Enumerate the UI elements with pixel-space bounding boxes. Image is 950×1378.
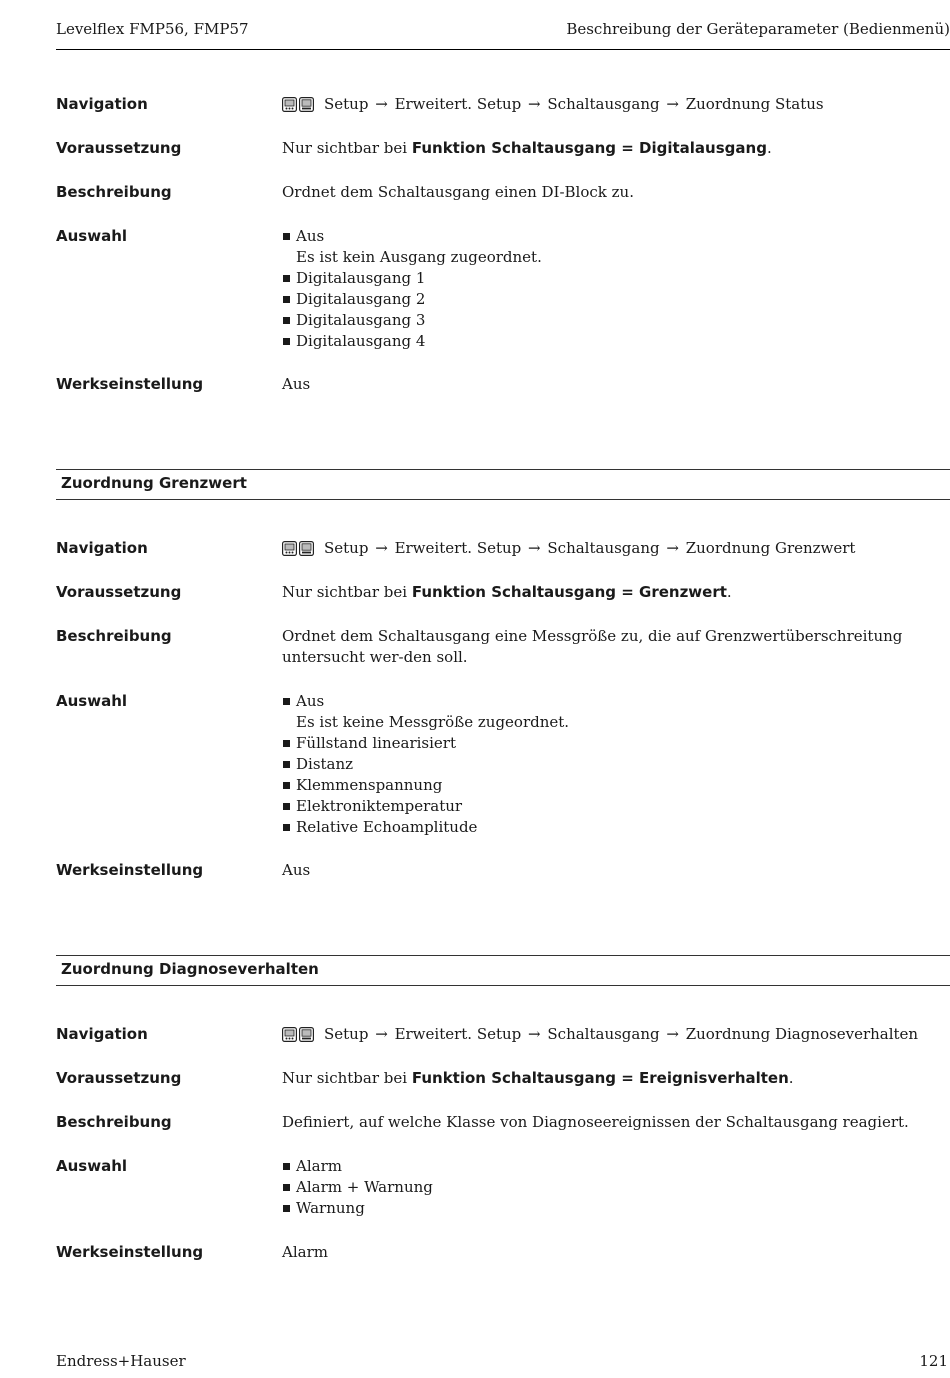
option-item: Digitalausgang 1 <box>282 268 950 289</box>
description-text: Definiert, auf welche Klasse von Diagnoseereignissen der Schaltausgang reagiert. <box>282 1113 909 1131</box>
navigation-segment: Erweitert. Setup <box>394 95 522 113</box>
label-prerequisite: Voraussetzung <box>56 139 182 157</box>
header-product: Levelflex FMP56, FMP57 <box>56 20 249 38</box>
prerequisite-text: Nur sichtbar bei Funktion Schaltausgang = Ereignisverhalten. <box>282 1069 794 1087</box>
param-block-grenzwert <box>56 538 950 904</box>
label-prerequisite: Voraussetzung <box>56 583 182 601</box>
navigation-segment: Setup <box>324 1025 369 1043</box>
row-description <box>56 626 950 691</box>
description-text: Ordnet dem Schaltausgang einen DI-Block zu. <box>282 183 634 201</box>
option-list <box>282 226 950 352</box>
param-block-status <box>56 94 950 418</box>
option-item: Aus <box>282 691 950 712</box>
option-list <box>282 691 950 838</box>
option-item: Alarm <box>282 1156 950 1177</box>
row-factory <box>56 1242 950 1286</box>
param-block-diagnoseverhalten <box>56 1024 950 1286</box>
label-factory: Werkseinstellung <box>56 1243 204 1261</box>
navigation-icons <box>282 1027 316 1048</box>
navigation-path <box>282 538 950 562</box>
navigation-segment: Setup <box>324 95 369 113</box>
option-item: Digitalausgang 3 <box>282 310 950 331</box>
option-item: Relative Echoamplitude <box>282 817 950 838</box>
label-navigation: Navigation <box>56 539 148 557</box>
option-item: Alarm + Warnung <box>282 1177 950 1198</box>
navigation-path <box>282 94 950 118</box>
row-navigation <box>56 1024 950 1068</box>
label-selection: Auswahl <box>56 692 128 710</box>
row-prerequisite <box>56 582 950 626</box>
description-text: Ordnet dem Schaltausgang eine Messgröße zu, die auf Grenzwertüberschreitung untersucht wer-den soll. <box>282 627 903 666</box>
navigation-segment: Erweitert. Setup <box>394 539 522 557</box>
navigation-segment: Erweitert. Setup <box>394 1025 522 1043</box>
footer-company: Endress+Hauser <box>56 1352 186 1370</box>
option-list <box>282 1156 950 1219</box>
operating-tool-icon <box>299 98 316 116</box>
section-title-diagnoseverhalten: Zuordnung Diagnoseverhalten <box>56 955 950 986</box>
label-factory: Werkseinstellung <box>56 375 204 393</box>
option-note: Es ist keine Messgröße zugeordnet. <box>296 713 570 731</box>
page-number: 121 <box>919 1352 948 1370</box>
factory-value: Aus <box>282 375 311 393</box>
navigation-segment: Schaltausgang <box>547 1025 660 1043</box>
navigation-segment: Schaltausgang <box>547 539 660 557</box>
navigation-segment: Zuordnung Diagnoseverhalten <box>685 1025 919 1043</box>
navigation-icons <box>282 541 316 562</box>
device-display-icon <box>282 98 299 116</box>
row-selection <box>56 226 950 374</box>
operating-tool-icon <box>299 542 316 560</box>
arrow-right-icon: → <box>370 539 393 557</box>
row-navigation <box>56 538 950 582</box>
navigation-segment: Setup <box>324 539 369 557</box>
row-description <box>56 182 950 226</box>
row-prerequisite <box>56 138 950 182</box>
factory-value: Aus <box>282 861 311 879</box>
arrow-right-icon: → <box>523 1025 546 1043</box>
section-title-grenzwert: Zuordnung Grenzwert <box>56 469 950 500</box>
label-description: Beschreibung <box>56 627 172 645</box>
label-navigation: Navigation <box>56 1025 148 1043</box>
option-item: Digitalausgang 4 <box>282 331 950 352</box>
option-item: Aus <box>282 226 950 247</box>
factory-value: Alarm <box>282 1243 328 1261</box>
arrow-right-icon: → <box>370 1025 393 1043</box>
navigation-segment: Zuordnung Grenzwert <box>685 539 856 557</box>
device-display-icon <box>282 542 299 560</box>
label-prerequisite: Voraussetzung <box>56 1069 182 1087</box>
row-navigation <box>56 94 950 138</box>
page-footer <box>56 1352 948 1370</box>
operating-tool-icon <box>299 1028 316 1046</box>
arrow-right-icon: → <box>661 1025 684 1043</box>
row-prerequisite <box>56 1068 950 1112</box>
option-item: Distanz <box>282 754 950 775</box>
row-description <box>56 1112 950 1156</box>
option-item: Klemmenspannung <box>282 775 950 796</box>
label-description: Beschreibung <box>56 1113 172 1131</box>
navigation-path <box>282 1024 950 1048</box>
arrow-right-icon: → <box>523 95 546 113</box>
option-item: Warnung <box>282 1198 950 1219</box>
option-item: Füllstand linearisiert <box>282 733 950 754</box>
label-description: Beschreibung <box>56 183 172 201</box>
option-note: Es ist kein Ausgang zugeordnet. <box>296 248 542 266</box>
label-selection: Auswahl <box>56 227 128 245</box>
arrow-right-icon: → <box>370 95 393 113</box>
navigation-segment: Schaltausgang <box>547 95 660 113</box>
arrow-right-icon: → <box>661 539 684 557</box>
prerequisite-text: Nur sichtbar bei Funktion Schaltausgang = Grenzwert. <box>282 583 732 601</box>
row-factory <box>56 860 950 904</box>
page-header <box>56 20 950 50</box>
option-item: Digitalausgang 2 <box>282 289 950 310</box>
arrow-right-icon: → <box>661 95 684 113</box>
label-selection: Auswahl <box>56 1157 128 1175</box>
option-item: Elektroniktemperatur <box>282 796 950 817</box>
row-selection <box>56 1156 950 1242</box>
arrow-right-icon: → <box>523 539 546 557</box>
device-display-icon <box>282 1028 299 1046</box>
row-factory <box>56 374 950 418</box>
header-chapter: Beschreibung der Geräteparameter (Bedienmenü) <box>566 20 950 38</box>
prerequisite-text: Nur sichtbar bei Funktion Schaltausgang = Digitalausgang. <box>282 139 772 157</box>
row-selection <box>56 691 950 860</box>
label-navigation: Navigation <box>56 95 148 113</box>
navigation-icons <box>282 97 316 118</box>
label-factory: Werkseinstellung <box>56 861 204 879</box>
navigation-segment: Zuordnung Status <box>685 95 824 113</box>
